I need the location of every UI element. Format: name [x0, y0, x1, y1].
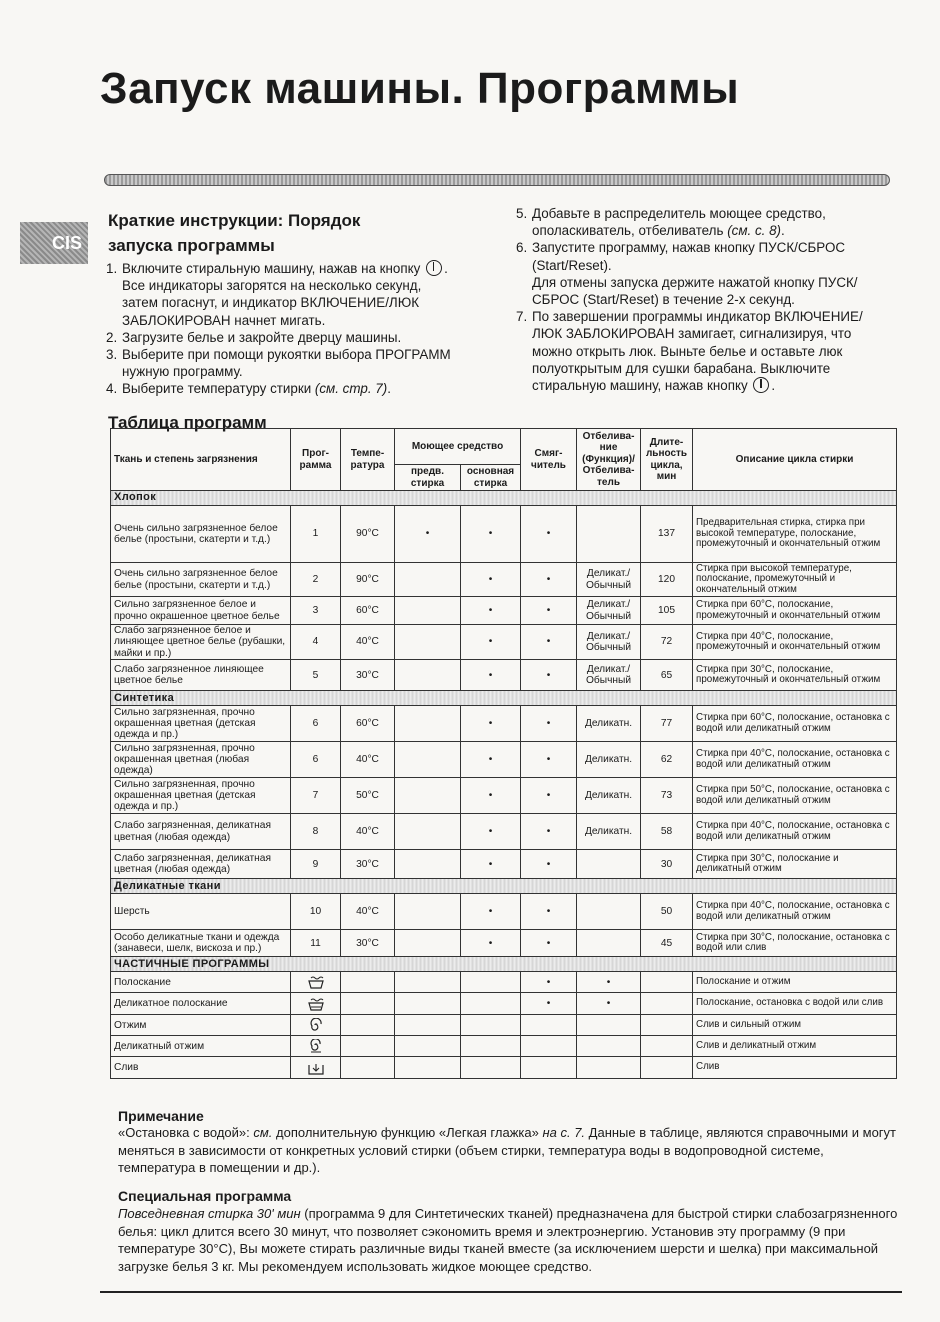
power-button-icon [426, 260, 442, 276]
description-cell: Стирка при 60°C, полоскание, остановка с водой или деликатный отжим [693, 706, 897, 742]
temperature-cell: 50°C [341, 778, 395, 814]
mainwash-cell: • [461, 778, 521, 814]
header-mainwash: основная стирка [461, 465, 521, 491]
program-cell [291, 972, 341, 993]
prewash-cell [395, 778, 461, 814]
program-cell [291, 1015, 341, 1036]
softener-cell: • [521, 660, 577, 691]
duration-cell: 65 [641, 660, 693, 691]
softener-cell [521, 1015, 577, 1036]
softener-cell: • [521, 778, 577, 814]
duration-cell [641, 993, 693, 1015]
temperature-cell: 40°C [341, 625, 395, 660]
section-title: Синтетика [111, 691, 897, 706]
mainwash-cell: • [461, 894, 521, 930]
mainwash-cell: • [461, 563, 521, 597]
temperature-cell [341, 972, 395, 993]
bleach-cell: Деликатн. [577, 778, 641, 814]
prewash-cell [395, 1015, 461, 1036]
table-row [111, 1057, 897, 1079]
temperature-cell: 60°C [341, 597, 395, 625]
duration-cell [641, 972, 693, 993]
program-cell: 7 [291, 778, 341, 814]
fabric-cell: Особо деликатные ткани и одежда (занавеси, шелк, вискоза и пр.) [111, 930, 291, 957]
bleach-cell: • [577, 993, 641, 1015]
delicate-rinse-icon [307, 997, 325, 1011]
bleach-cell [577, 1057, 641, 1079]
fabric-cell: Сильно загрязненная, прочно окрашенная цветная (детская одежда и пр.) [111, 706, 291, 742]
bleach-cell [577, 930, 641, 957]
fabric-cell: Слабо загрязненная, деликатная цветная (любая одежда) [111, 850, 291, 879]
bleach-cell [577, 850, 641, 879]
temperature-cell: 40°C [341, 894, 395, 930]
special-text: Повседневная стирка 30' мин (программа 9 для Синтетических тканей) предназначена для быстрой стирки слабозагрязненного белья: цикл длится всего 30 минут, что позволяет сэкономить время и электроэнергию. Установив эту программу (9 при температуре 30°C), Вы можете стирать различные виды тканей вместе (за исключением шерсти и шелка) при максимальной загрузке белья 3 кг. Мы рекомендуем использовать жидкое моющее средство. [118, 1206, 898, 1274]
mainwash-cell: • [461, 850, 521, 879]
description-cell: Стирка при 50°C, полоскание, остановка с водой или деликатный отжим [693, 778, 897, 814]
mainwash-cell: • [461, 814, 521, 850]
spin-icon [307, 1018, 325, 1032]
fabric-cell: Полоскание [111, 972, 291, 993]
mainwash-cell: • [461, 660, 521, 691]
program-cell: 4 [291, 625, 341, 660]
step-5: 5. Добавьте в распределитель моющее средство, ополаскиватель, отбеливатель (см. с. 8). [516, 206, 826, 239]
fabric-cell: Отжим [111, 1015, 291, 1036]
fabric-cell: Очень сильно загрязненное белое белье (простыни, скатерти и т.д.) [111, 563, 291, 597]
description-cell: Стирка при 40°C, полоскание, остановка с водой или деликатный отжим [693, 814, 897, 850]
table-row [111, 972, 897, 993]
program-cell: 5 [291, 660, 341, 691]
table-row [111, 814, 897, 850]
temperature-cell [341, 1057, 395, 1079]
program-cell: 6 [291, 706, 341, 742]
temperature-cell: 90°C [341, 506, 395, 563]
softener-cell: • [521, 930, 577, 957]
duration-cell: 77 [641, 706, 693, 742]
bleach-cell: Деликатн. [577, 706, 641, 742]
program-cell: 8 [291, 814, 341, 850]
step-6: 6. Запустите программу, нажав кнопку ПУСК/СБРОС (Start/Reset). Для отмены запуска держите нажатой кнопку ПУСК/СБРОС (Start/Reset) в течение 2-х секунд. [516, 240, 858, 308]
description-cell: Стирка при 30°C, полоскание и деликатный отжим [693, 850, 897, 879]
bleach-cell: Деликатн. [577, 742, 641, 778]
bleach-cell [577, 1036, 641, 1057]
mainwash-cell [461, 993, 521, 1015]
program-cell [291, 1036, 341, 1057]
section-row-s2 [111, 879, 897, 894]
mainwash-cell: • [461, 597, 521, 625]
prewash-cell [395, 742, 461, 778]
steps-list-left [106, 260, 458, 398]
prewash-cell [395, 930, 461, 957]
description-cell: Полоскание, остановка с водой или слив [693, 993, 897, 1015]
program-cell [291, 993, 341, 1015]
bleach-cell: Деликат./ Обычный [577, 625, 641, 660]
bleach-cell [577, 894, 641, 930]
fabric-cell: Шерсть [111, 894, 291, 930]
program-cell: 3 [291, 597, 341, 625]
step-4: 4. Выберите температуру стирки (см. стр. 7). [106, 381, 391, 397]
table-row [111, 660, 897, 691]
step-3: 3. Выберите при помощи рукоятки выбора ПРОГРАММ нужную программу. [106, 347, 451, 380]
mainwash-cell: • [461, 506, 521, 563]
mainwash-cell [461, 1015, 521, 1036]
table-row [111, 706, 897, 742]
bleach-cell: Деликат./ Обычный [577, 563, 641, 597]
step-2: 2. Загрузите белье и закройте дверцу машины. [106, 329, 402, 345]
header-description: Описание цикла стирки [693, 429, 897, 491]
program-table-body [111, 491, 897, 1079]
softener-cell: • [521, 742, 577, 778]
section-row-partial [111, 957, 897, 972]
table-row [111, 1015, 897, 1036]
duration-cell: 30 [641, 850, 693, 879]
duration-cell: 137 [641, 506, 693, 563]
table-row [111, 597, 897, 625]
note-text: «Остановка с водой»: см. дополнительную функцию «Легкая глажка» на с. 7. Данные в таблице, являются справочными и могут меняться в зависимости от конкретных условий стирки (объем стирки, температура воды в водопроводной системе, температура в помещении и др.). [118, 1125, 896, 1175]
description-cell: Стирка при 30°C, полоскание, остановка с водой или слив [693, 930, 897, 957]
fabric-cell: Сильно загрязненная, прочно окрашенная цветная (детская одежда и пр.) [111, 778, 291, 814]
fabric-cell: Слабо загрязненная, деликатная цветная (любая одежда) [111, 814, 291, 850]
fabric-cell: Сильно загрязненная, прочно окрашенная цветная (любая одежда) [111, 742, 291, 778]
table-row [111, 894, 897, 930]
table-row [111, 778, 897, 814]
duration-cell: 73 [641, 778, 693, 814]
prewash-cell [395, 850, 461, 879]
description-cell: Стирка при 40°C, полоскание, промежуточный и окончательный отжим [693, 625, 897, 660]
duration-cell [641, 1057, 693, 1079]
section-title: ЧАСТИЧНЫЕ ПРОГРАММЫ [111, 957, 897, 972]
duration-cell: 105 [641, 597, 693, 625]
duration-cell: 62 [641, 742, 693, 778]
softener-cell: • [521, 993, 577, 1015]
description-cell: Полоскание и отжим [693, 972, 897, 993]
description-cell: Слив и сильный отжим [693, 1015, 897, 1036]
mainwash-cell [461, 972, 521, 993]
step-1: 1. Включите стиральную машину, нажав на кнопку . Все индикаторы загорятся на несколько секунд, затем погаснут, и индикатор ВКЛЮЧЕНИЕ/ЛЮК ЗАБЛОКИРОВАН начнет мигать. [106, 261, 448, 328]
softener-cell: • [521, 894, 577, 930]
instructions-heading: Краткие инструкции: Порядок запуска программы [108, 211, 361, 255]
temperature-cell [341, 1036, 395, 1057]
duration-cell [641, 1036, 693, 1057]
section-row-s0 [111, 491, 897, 506]
step-7: 7. По завершении программы индикатор ВКЛЮЧЕНИЕ/ЛЮК ЗАБЛОКИРОВАН замигает, сигнализируя, что можно открыть люк. Выньте белье и оставьте люк полуоткрытым для сушки барабана. Выключите стиральную машину, нажав кнопку . [516, 309, 863, 394]
program-cell: 1 [291, 506, 341, 563]
temperature-cell: 30°C [341, 660, 395, 691]
softener-cell: • [521, 563, 577, 597]
mainwash-cell: • [461, 706, 521, 742]
header-bleach: Отбелива-ние (Функция)/ Отбелива-тель [577, 429, 641, 491]
fabric-cell: Слив [111, 1057, 291, 1079]
table-row [111, 1036, 897, 1057]
mainwash-cell [461, 1057, 521, 1079]
softener-cell: • [521, 597, 577, 625]
softener-cell: • [521, 625, 577, 660]
fabric-cell: Слабо загрязненное линяющее цветное белье [111, 660, 291, 691]
table-row [111, 742, 897, 778]
mainwash-cell: • [461, 742, 521, 778]
table-row [111, 625, 897, 660]
fabric-cell: Очень сильно загрязненное белое белье (простыни, скатерти и т.д.) [111, 506, 291, 563]
bleach-cell: Деликат./ Обычный [577, 597, 641, 625]
prewash-cell [395, 993, 461, 1015]
mainwash-cell: • [461, 930, 521, 957]
bleach-cell: • [577, 972, 641, 993]
prewash-cell [395, 814, 461, 850]
header-fabric: Ткань и степень загрязнения [111, 429, 291, 491]
prewash-cell: • [395, 506, 461, 563]
bleach-cell: Деликатн. [577, 814, 641, 850]
bleach-cell [577, 1015, 641, 1036]
softener-cell [521, 1036, 577, 1057]
prewash-cell [395, 660, 461, 691]
bleach-cell [577, 506, 641, 563]
duration-cell: 58 [641, 814, 693, 850]
prewash-cell [395, 1057, 461, 1079]
duration-cell: 72 [641, 625, 693, 660]
description-cell: Предварительная стирка, стирка при высокой температуре, полоскание, промежуточный и окончательный отжим [693, 506, 897, 563]
duration-cell [641, 1015, 693, 1036]
program-cell: 9 [291, 850, 341, 879]
temperature-cell: 30°C [341, 850, 395, 879]
description-cell: Стирка при 40°C, полоскание, остановка с водой или деликатный отжим [693, 742, 897, 778]
note-heading: Примечание [118, 1108, 204, 1124]
mainwash-cell: • [461, 625, 521, 660]
header-prewash: предв. стирка [395, 465, 461, 491]
description-cell: Слив и деликатный отжим [693, 1036, 897, 1057]
section-row-s1 [111, 691, 897, 706]
program-cell: 6 [291, 742, 341, 778]
drain-icon [307, 1061, 325, 1075]
prewash-cell [395, 625, 461, 660]
prewash-cell [395, 894, 461, 930]
bleach-cell: Деликат./ Обычный [577, 660, 641, 691]
delicate-spin-icon [307, 1039, 325, 1053]
temperature-cell: 40°C [341, 742, 395, 778]
table-row [111, 993, 897, 1015]
temperature-cell [341, 993, 395, 1015]
program-cell: 11 [291, 930, 341, 957]
section-title: Деликатные ткани [111, 879, 897, 894]
temperature-cell [341, 1015, 395, 1036]
mainwash-cell [461, 1036, 521, 1057]
softener-cell: • [521, 972, 577, 993]
section-badge: CIS [20, 222, 88, 264]
power-button-icon [753, 377, 769, 393]
softener-cell: • [521, 814, 577, 850]
rinse-icon [307, 975, 325, 989]
header-detergent: Моющее средство [395, 429, 521, 465]
program-cell [291, 1057, 341, 1079]
softener-cell: • [521, 850, 577, 879]
prewash-cell [395, 972, 461, 993]
program-cell: 2 [291, 563, 341, 597]
steps-list-right [516, 205, 890, 394]
fabric-cell: Сильно загрязненное белое и прочно окрашенное цветное белье [111, 597, 291, 625]
temperature-cell: 40°C [341, 814, 395, 850]
prewash-cell [395, 706, 461, 742]
softener-cell: • [521, 706, 577, 742]
fabric-cell: Деликатный отжим [111, 1036, 291, 1057]
header-softener: Смяг-читель [521, 429, 577, 491]
program-table [110, 428, 897, 1079]
section-title: Хлопок [111, 491, 897, 506]
description-cell: Стирка при 40°C, полоскание, остановка с водой или деликатный отжим [693, 894, 897, 930]
fabric-cell: Слабо загрязненное белое и линяющее цветное белье (рубашки, майки и пр.) [111, 625, 291, 660]
bottom-rule [100, 1291, 902, 1293]
temperature-cell: 90°C [341, 563, 395, 597]
table-heading: Таблица программ [108, 413, 267, 432]
temperature-cell: 30°C [341, 930, 395, 957]
title-divider [104, 174, 890, 186]
description-cell: Слив [693, 1057, 897, 1079]
prewash-cell [395, 1036, 461, 1057]
table-row [111, 850, 897, 879]
program-cell: 10 [291, 894, 341, 930]
temperature-cell: 60°C [341, 706, 395, 742]
special-heading: Специальная программа [118, 1188, 292, 1204]
description-cell: Стирка при 30°C, полоскание, промежуточный и окончательный отжим [693, 660, 897, 691]
header-program: Прог-рамма [291, 429, 341, 491]
page-title: Запуск машины. Программы [100, 64, 740, 113]
prewash-cell [395, 597, 461, 625]
softener-cell: • [521, 506, 577, 563]
table-row [111, 506, 897, 563]
table-row [111, 930, 897, 957]
fabric-cell: Деликатное полоскание [111, 993, 291, 1015]
duration-cell: 120 [641, 563, 693, 597]
description-cell: Стирка при 60°C, полоскание, промежуточный и окончательный отжим [693, 597, 897, 625]
description-cell: Стирка при высокой температуре, полоскание, промежуточный и окончательный отжим [693, 563, 897, 597]
softener-cell [521, 1057, 577, 1079]
duration-cell: 50 [641, 894, 693, 930]
prewash-cell [395, 563, 461, 597]
header-temperature: Темпе-ратура [341, 429, 395, 491]
duration-cell: 45 [641, 930, 693, 957]
table-row [111, 563, 897, 597]
header-duration: Длите-льность цикла, мин [641, 429, 693, 491]
